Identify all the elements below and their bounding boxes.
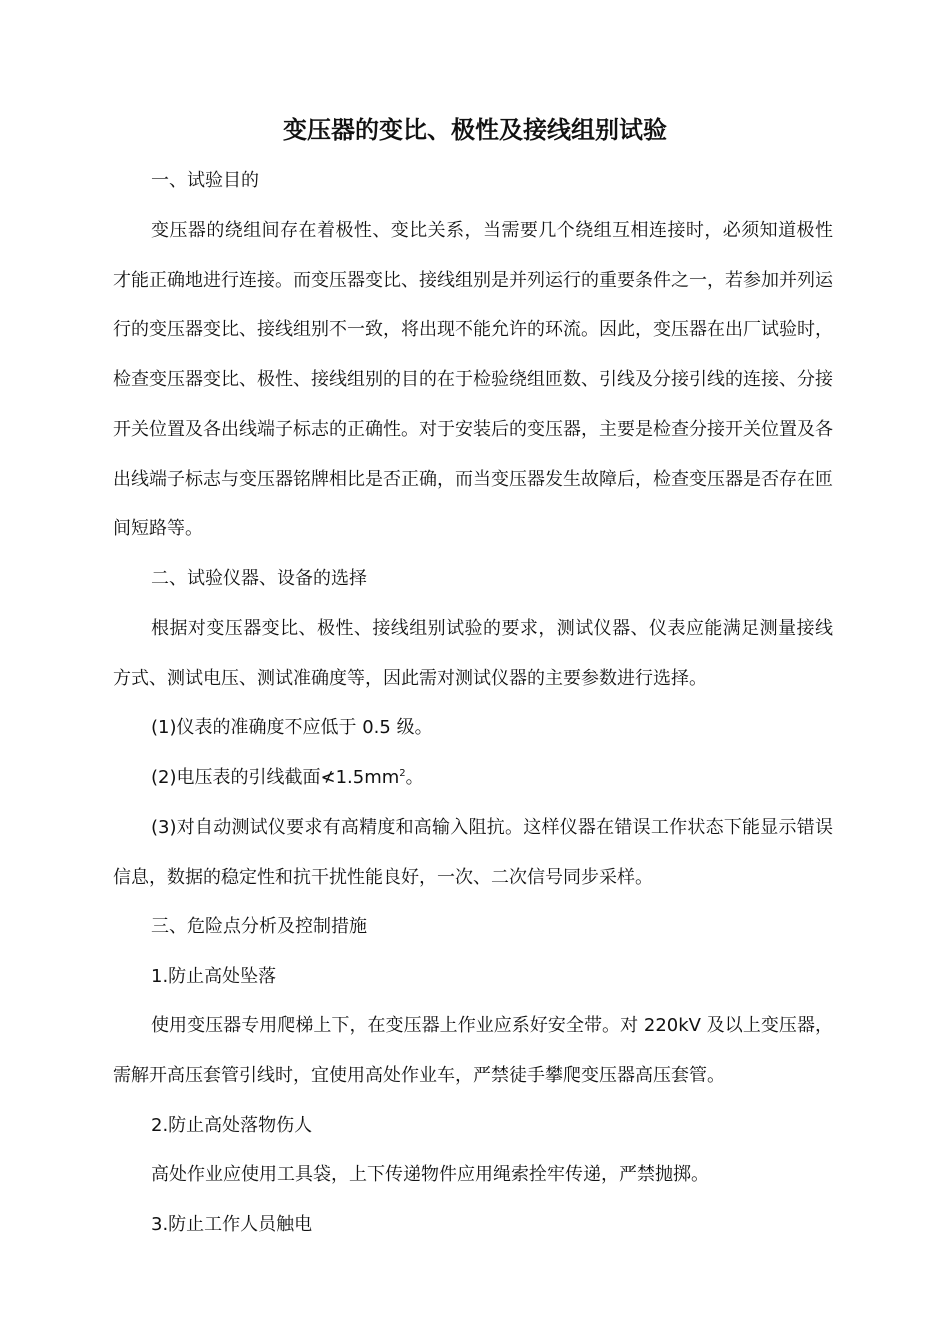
- hazard-falling-objects-paragraph: 高处作业应使用工具袋，上下传递物件应用绳索拴牢传递，严禁抛掷。: [151, 1164, 709, 1185]
- hazard-subheading-electric-shock: 3.防止工作人员触电: [151, 1214, 313, 1235]
- requirement-2-end: 。: [405, 767, 424, 788]
- instrument-requirement-3: (3)对自动测试仪要求有高精度和高输入阻抗。这样仪器在错误工作状态下能显示错误信息，数据的稳定性和抗干扰性能良好，一次、二次信号同步采样。: [113, 817, 833, 888]
- hazard-fall-paragraph: 使用变压器专用爬梯上下，在变压器上作业应系好安全带。对 220kV 及以上变压器，需解开高压套管引线时，宜使用高处作业车，严禁徒手攀爬变压器高压套管。: [113, 1015, 833, 1086]
- purpose-paragraph: 变压器的绕组间存在着极性、变比关系，当需要几个绕组互相连接时，必须知道极性才能正确地进行连接。而变压器变比、接线组别是并列运行的重要条件之一，若参加并列运行的变压器变比、接线组别不一致，将出现不能允许的环流。因此，变压器在出厂试验时，检查变压器变比、极性、接线组别的目的在于检验绕组匝数、引线及分接引线的连接、分接开关位置及各出线端子标志的正确性。对于安装后的变压器，主要是检查分接开关位置及各出线端子标志与变压器铭牌相比是否正确，而当变压器发生故障后，检查变压器是否存在匝间短路等。: [113, 220, 833, 540]
- requirement-2-text: (2)电压表的引线截面≮1.5mm: [151, 767, 400, 788]
- instrument-requirement-2: [113, 753, 833, 803]
- section-heading-hazards: 三、危险点分析及控制措施: [151, 916, 367, 937]
- document-title: 变压器的变比、极性及接线组别试验: [283, 116, 667, 144]
- instrument-requirement-1: (1)仪表的准确度不应低于 0.5 级。: [151, 717, 433, 738]
- section-heading-instruments: 二、试验仪器、设备的选择: [151, 568, 367, 589]
- section-heading-purpose: 一、试验目的: [151, 170, 259, 191]
- instruments-paragraph: 根据对变压器变比、极性、接线组别试验的要求，测试仪器、仪表应能满足测量接线方式、测试电压、测试准确度等，因此需对测试仪器的主要参数进行选择。: [113, 618, 833, 689]
- hazard-subheading-fall: 1.防止高处坠落: [151, 966, 277, 987]
- superscript-2: 2: [399, 768, 406, 779]
- hazard-subheading-falling-objects: 2.防止高处落物伤人: [151, 1115, 313, 1136]
